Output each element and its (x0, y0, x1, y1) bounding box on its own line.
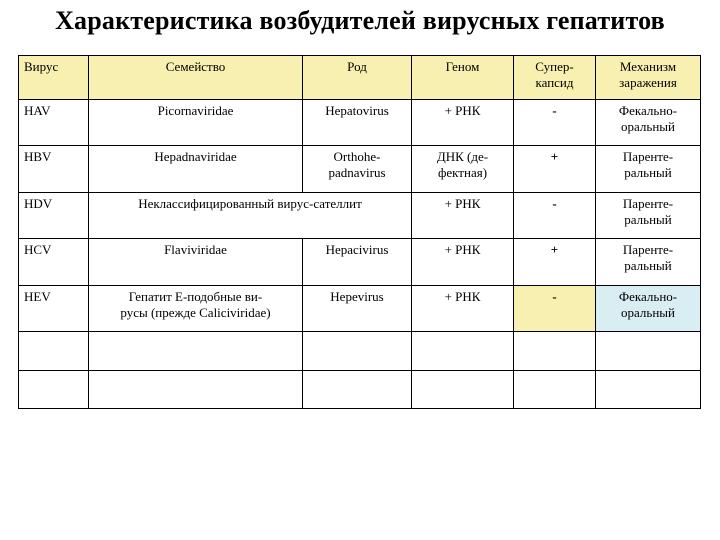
empty-cell (303, 370, 412, 408)
cell-supercapsid: - (514, 285, 596, 331)
cell-mechanism-line2: ральный (624, 258, 672, 274)
cell-genome-line1: + РНК (444, 195, 481, 211)
table-row (19, 146, 701, 192)
cell-mechanism-line1: Паренте- (622, 242, 674, 258)
header-family: Семейство (89, 56, 303, 100)
hepatitis-table (18, 55, 701, 409)
cell-genus-line1: Hepatovirus (325, 103, 389, 118)
empty-cell (412, 370, 514, 408)
cell-family-line1: Гепатит Е-подобные ви- (128, 288, 263, 304)
cell-mechanism-line1: Паренте- (622, 149, 674, 165)
empty-cell (514, 370, 596, 408)
cell-family (89, 239, 303, 285)
cell-genome-line1: + РНК (444, 103, 481, 118)
empty-cell (514, 332, 596, 370)
cell-mechanism-line2: ральный (624, 165, 672, 181)
cell-genus (303, 285, 412, 331)
cell-genome-line1: + РНК (444, 242, 481, 258)
cell-family-line2: русы (прежде Caliciviridae) (120, 304, 271, 320)
header-virus: Вирус (19, 56, 89, 100)
cell-mechanism-line1: Паренте- (622, 195, 674, 211)
cell-genus (303, 239, 412, 285)
cell-family-line1: Flaviviridae (164, 242, 227, 258)
cell-mechanism (596, 146, 701, 192)
header-mechanism-line2: заражения (619, 75, 677, 90)
cell-family (89, 285, 303, 331)
cell-mechanism-line2: оральный (621, 119, 675, 134)
cell-mechanism-line2: оральный (621, 304, 675, 320)
header-genome: Геном (412, 56, 514, 100)
empty-cell (412, 332, 514, 370)
cell-genome (412, 100, 514, 146)
cell-family-line1: Picornaviridae (157, 103, 234, 118)
cell-mechanism-line1: Фекально- (618, 288, 678, 304)
cell-genus (303, 100, 412, 146)
cell-mechanism (596, 192, 701, 238)
cell-supercapsid: - (514, 192, 596, 238)
cell-mechanism-line2: ральный (624, 211, 672, 227)
cell-supercapsid: + (514, 239, 596, 285)
cell-supercapsid: + (514, 146, 596, 192)
empty-cell (89, 332, 303, 370)
table-row (19, 100, 701, 146)
header-supercapsid-line1: Супер- (535, 59, 574, 74)
cell-mechanism (596, 100, 701, 146)
header-mechanism-line1: Механизм (619, 59, 677, 74)
cell-genome (412, 192, 514, 238)
header-genus: Род (303, 56, 412, 100)
cell-virus: HDV (19, 192, 89, 238)
cell-mechanism (596, 239, 701, 285)
cell-genus (303, 146, 412, 192)
cell-mechanism-line1: Фекально- (618, 103, 678, 118)
empty-row (19, 370, 701, 408)
empty-cell (596, 370, 701, 408)
header-supercapsid (514, 56, 596, 100)
cell-virus: HEV (19, 285, 89, 331)
cell-genus-line1: Hepevirus (330, 288, 384, 304)
empty-cell (19, 332, 89, 370)
cell-family (89, 100, 303, 146)
header-supercapsid-line2: капсид (535, 75, 574, 90)
cell-genus-line1: Hepacivirus (325, 242, 389, 258)
cell-family (89, 146, 303, 192)
header-row (19, 56, 701, 100)
table-row (19, 285, 701, 331)
empty-cell (19, 370, 89, 408)
cell-family-line1: Hepadnaviridae (154, 149, 237, 165)
cell-genome (412, 146, 514, 192)
table-row (19, 192, 701, 238)
empty-cell (303, 332, 412, 370)
cell-genus-line1: Orthohe- (333, 149, 381, 165)
page-title: Характеристика возбудителей вирусных гепатитов (55, 6, 665, 35)
empty-cell (596, 332, 701, 370)
header-mechanism (596, 56, 701, 100)
table-row (19, 239, 701, 285)
cell-genus-line2: padnavirus (328, 165, 386, 181)
cell-genome-line1: + РНК (444, 288, 481, 304)
empty-cell (89, 370, 303, 408)
cell-family-genus-merged: Неклассифицированный вирус-сателлит (89, 192, 412, 238)
cell-virus: HAV (19, 100, 89, 146)
empty-row (19, 332, 701, 370)
cell-mechanism (596, 285, 701, 331)
cell-virus: HCV (19, 239, 89, 285)
cell-genome (412, 285, 514, 331)
cell-supercapsid: - (514, 100, 596, 146)
cell-genome-line2: фектная) (437, 165, 488, 181)
cell-genome-line1: ДНК (де- (436, 149, 489, 165)
cell-virus: HBV (19, 146, 89, 192)
cell-genome (412, 239, 514, 285)
